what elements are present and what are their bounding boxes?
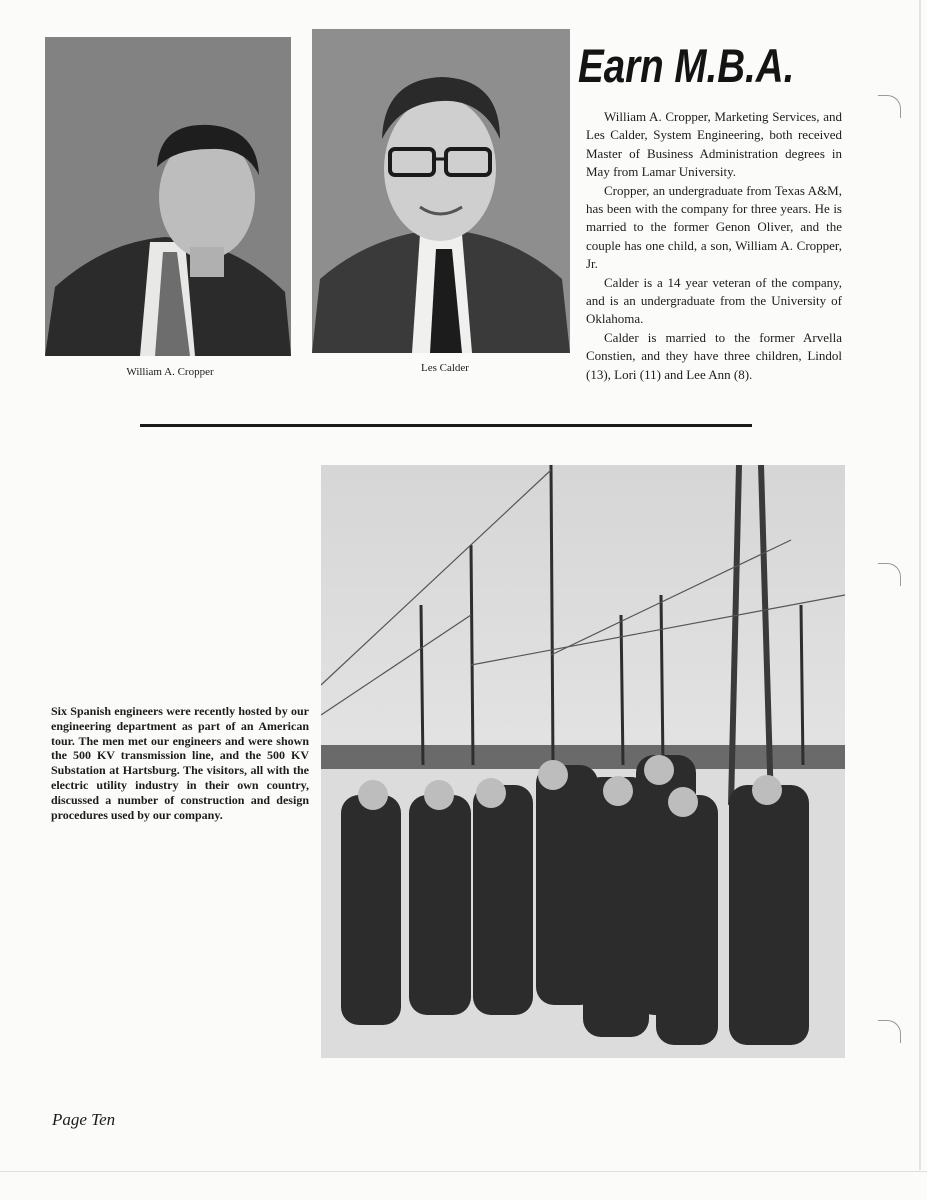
group-photo-substation (321, 465, 845, 1058)
article-body (586, 108, 842, 384)
binder-hole (878, 95, 901, 118)
article-paragraph: Cropper, an undergraduate from Texas A&M, has been with the company for three years. He is married to the former Genon Oliver, and the couple has one child, a son, William A. Cropper, Jr. (586, 182, 842, 272)
portrait-photo-calder (312, 29, 570, 353)
group-photo-caption: Six Spanish engineers were recently hosted by our engineering department as part of an American tour. The men met our engineers and were shown the 500 KV transmission line, and the 500 KV Substation at Hartsburg. The visitors, all with the electric utility industry in their own country, discussed a number of construction and design procedures used by our company. (51, 704, 309, 822)
page-bottom-edge (0, 1171, 927, 1172)
page-edge (919, 0, 921, 1170)
portrait-caption-cropper: William A. Cropper (126, 366, 214, 378)
article-headline: Earn M.B.A. (578, 39, 795, 92)
binder-hole (878, 563, 901, 586)
binder-hole (878, 1020, 901, 1043)
page-number: Page Ten (52, 1110, 116, 1129)
article-paragraph: Calder is a 14 year veteran of the company, and is an undergraduate from the University of Oklahoma. (586, 274, 842, 327)
article-paragraph: William A. Cropper, Marketing Services, and Les Calder, System Engineering, both received Master of Business Administration degrees in May from Lamar University. (586, 109, 842, 180)
article-paragraph: Calder is married to the former Arvella Constien, and they have three children, Lindol (13), Lori (11) and Lee Ann (8). (586, 329, 842, 382)
portrait-caption-calder: Les Calder (421, 362, 469, 374)
section-divider (140, 424, 752, 427)
portrait-photo-cropper (45, 37, 291, 356)
